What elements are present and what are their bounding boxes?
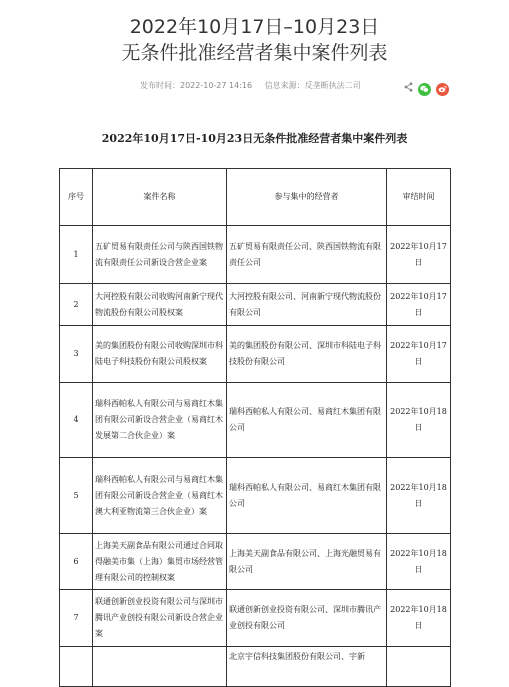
share-bar: [404, 82, 449, 96]
table-row: [60, 226, 451, 284]
table-row: [60, 534, 451, 590]
row-review-date: 2022年10月18日: [387, 590, 451, 647]
row-operators: 五矿贸易有限责任公司、陕西国铁物流有限责任公司: [227, 226, 387, 284]
page-title: [0, 14, 509, 66]
weibo-icon[interactable]: [436, 83, 449, 96]
row-operators: 上海美天副食品有限公司、上海光融贸易有限公司: [227, 534, 387, 590]
row-number: 2: [60, 284, 93, 326]
row-operators: 瑞科西帕私人有限公司、易商红木集团有限公司: [227, 383, 387, 458]
table-title: 2022年10月17日-10月23日无条件批准经营者集中案件列表: [101, 132, 408, 145]
row-review-date: 2022年10月17日: [387, 226, 451, 284]
row-case-name: [93, 647, 227, 687]
table-row: [60, 326, 451, 383]
table-row: [60, 647, 451, 687]
row-review-date: 2022年10月18日: [387, 458, 451, 534]
table-row: [60, 284, 451, 326]
header-operators: 参与集中的经营者: [227, 169, 387, 226]
header-number: 序号: [60, 169, 93, 226]
table-header-row: [60, 169, 451, 226]
row-operators: 北京宇信科技集团股份有限公司、宇新: [227, 647, 387, 687]
row-case-name: 上海美天副食品有限公司通过合同取得融美市集（上海）集贸市场经营管理有限公司的控制权案: [93, 534, 227, 590]
info-source: 信息来源：反垄断执法二司: [264, 81, 361, 90]
row-review-date: 2022年10月18日: [387, 383, 451, 458]
row-number: 7: [60, 590, 93, 647]
article-meta: [140, 80, 371, 91]
table-row: [60, 383, 451, 458]
wechat-icon[interactable]: [418, 83, 431, 96]
page-title-line2: 无条件批准经营者集中案件列表: [121, 42, 388, 64]
row-case-name: 瑞科西帕私人有限公司与易商红木集团有限公司新设合营企业（易商红木澳大利亚物流第三合伙企业）案: [93, 458, 227, 534]
row-case-name: 联通创新创业投资有限公司与深圳市腾讯产业创投有限公司新设合营企业案: [93, 590, 227, 647]
row-case-name: 瑞科西帕私人有限公司与易商红木集团有限公司新设合营企业（易商红木发展第二合伙企业）案: [93, 383, 227, 458]
header-review-date: 审结时间: [387, 169, 451, 226]
row-operators: 大河控股有限公司、河南新宁现代物流股份有限公司: [227, 284, 387, 326]
row-review-date: 2022年10月17日: [387, 284, 451, 326]
case-table: [59, 168, 451, 687]
row-number: 1: [60, 226, 93, 284]
row-review-date: [387, 647, 451, 687]
publish-time: 发布时间：2022-10-27 14:16: [140, 81, 253, 90]
row-case-name: 大河控股有限公司收购河南新宁现代物流股份有限公司股权案: [93, 284, 227, 326]
row-number: 4: [60, 383, 93, 458]
row-operators: 联通创新创业投资有限公司、深圳市腾讯产业创投有限公司: [227, 590, 387, 647]
share-icon[interactable]: [404, 82, 413, 97]
row-number: 5: [60, 458, 93, 534]
row-number: [60, 647, 93, 687]
row-review-date: 2022年10月18日: [387, 534, 451, 590]
row-number: 6: [60, 534, 93, 590]
row-review-date: 2022年10月17日: [387, 326, 451, 383]
page-title-line1: 2022年10月17日–10月23日: [129, 16, 380, 38]
header-case-name: 案件名称: [93, 169, 227, 226]
table-row: [60, 458, 451, 534]
row-operators: 瑞科西帕私人有限公司、易商红木集团有限公司: [227, 458, 387, 534]
row-operators: 美的集团股份有限公司、深圳市科陆电子科技股份有限公司: [227, 326, 387, 383]
table-row: [60, 590, 451, 647]
row-case-name: 美的集团股份有限公司收购深圳市科陆电子科技股份有限公司股权案: [93, 326, 227, 383]
row-number: 3: [60, 326, 93, 383]
row-case-name: 五矿贸易有限责任公司与陕西国铁物流有限责任公司新设合营企业案: [93, 226, 227, 284]
